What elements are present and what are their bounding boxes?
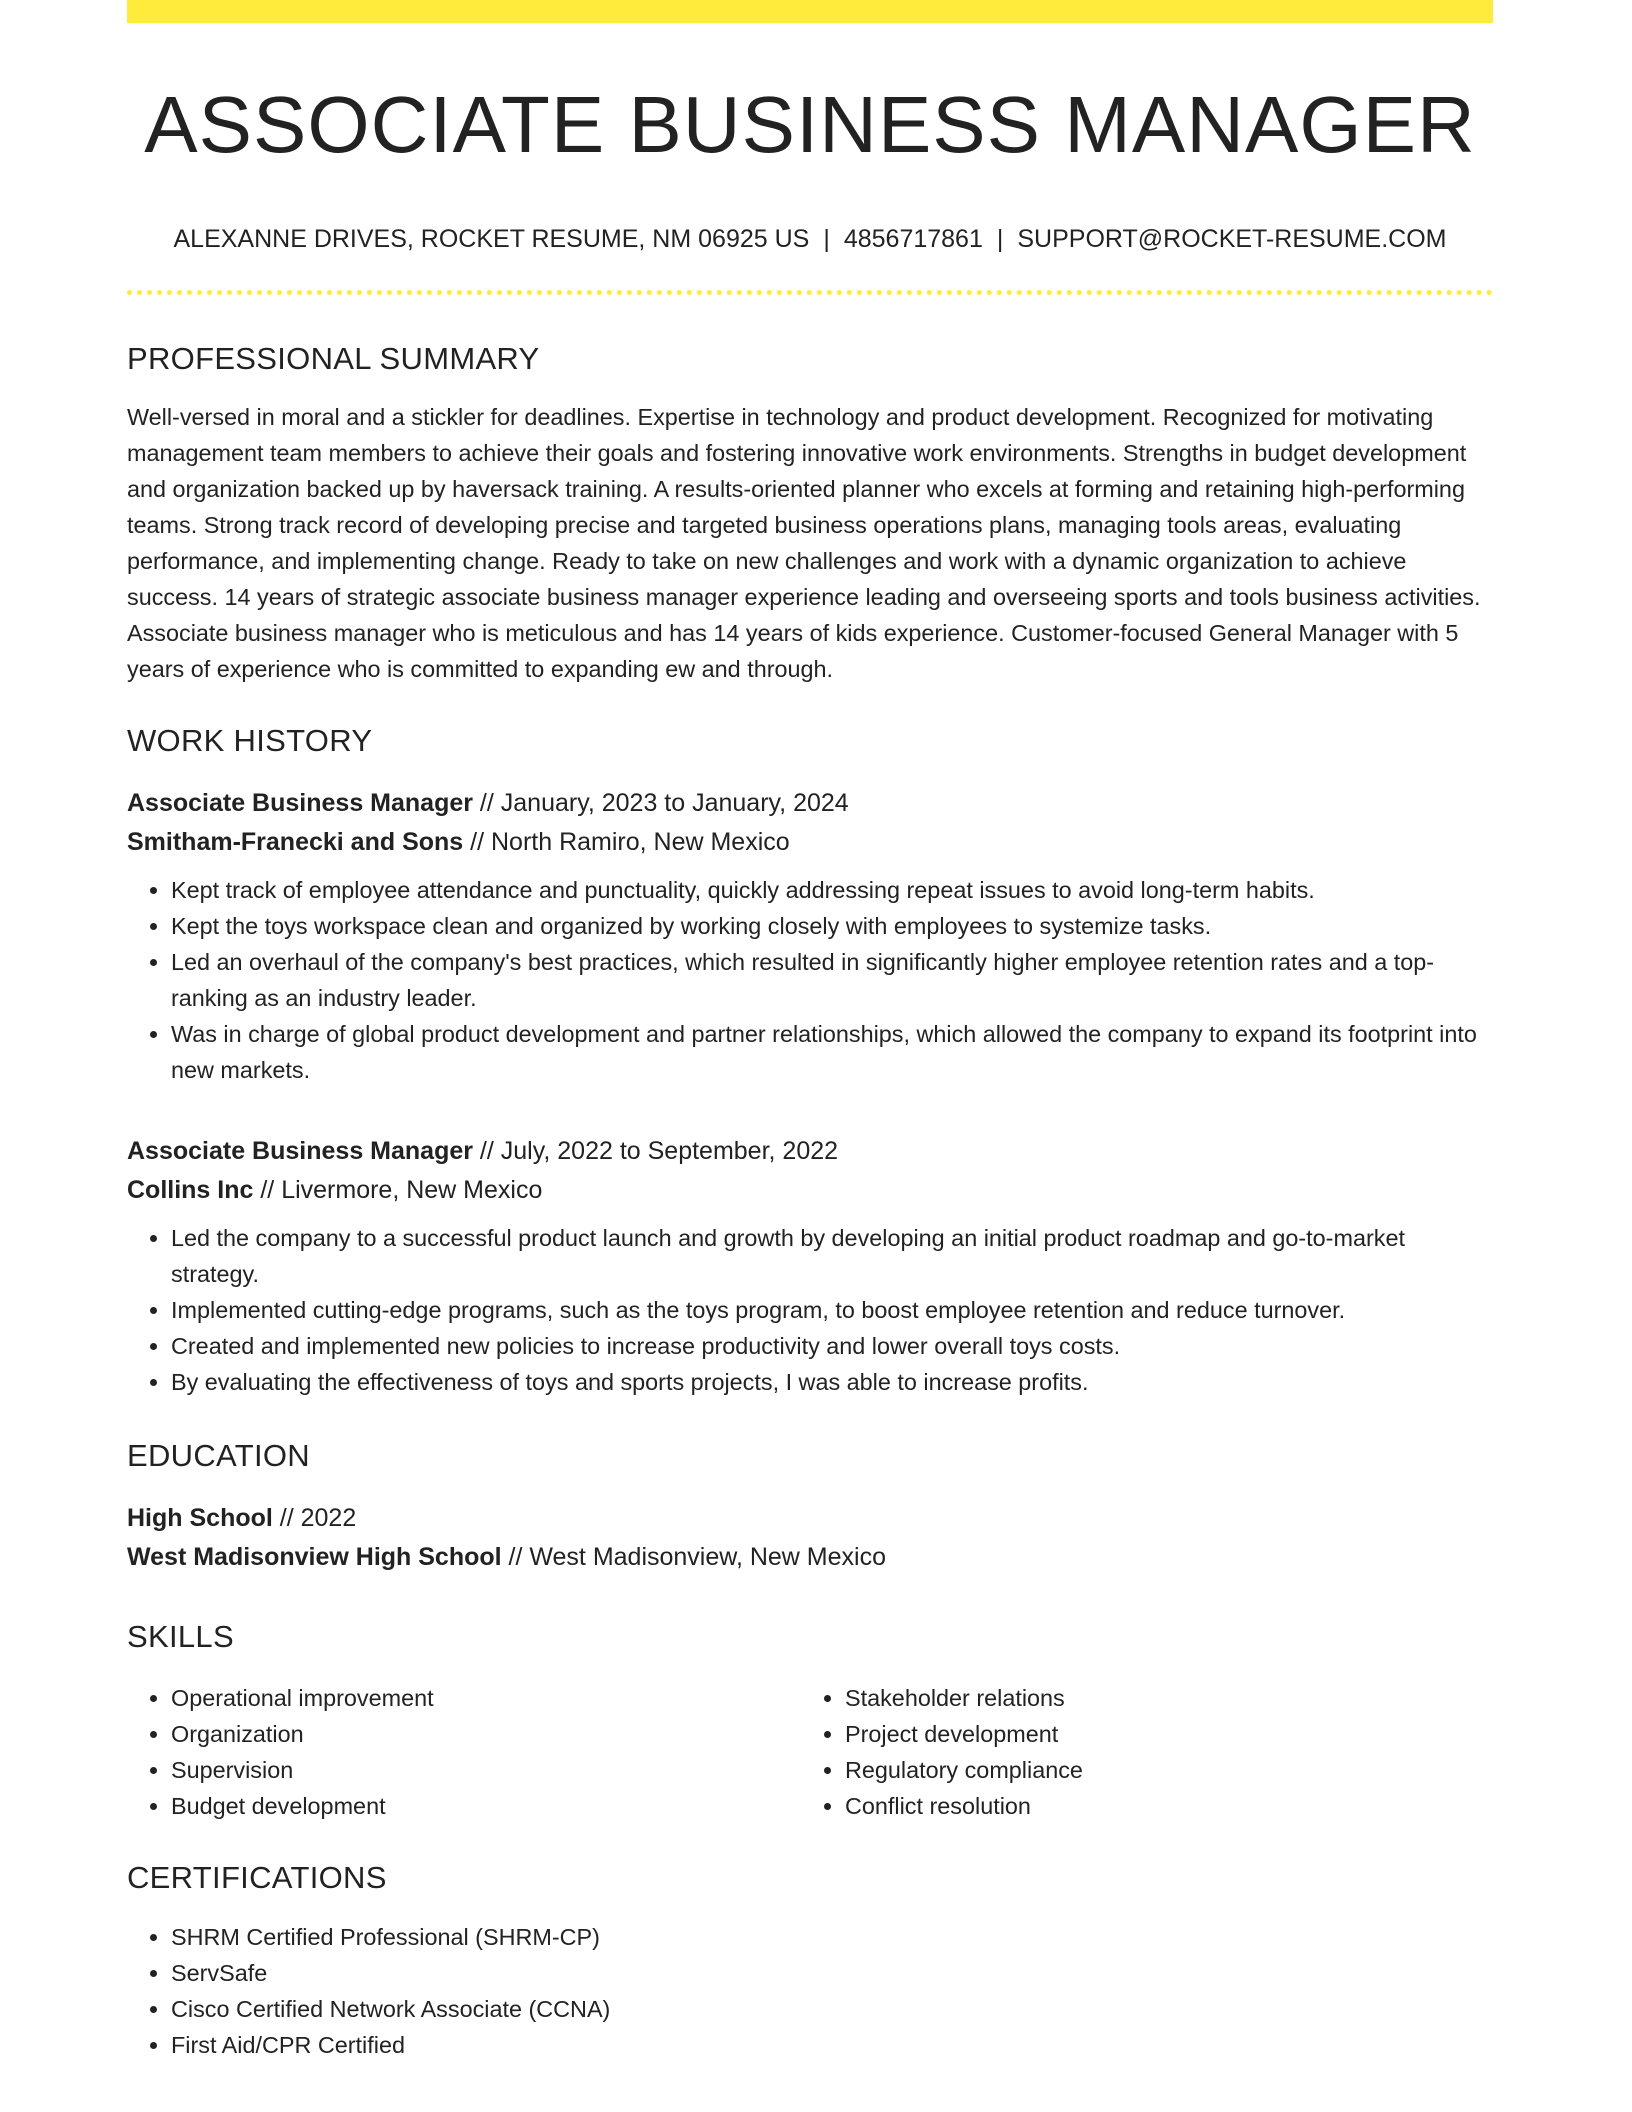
job-bullets [127, 872, 1493, 1088]
job-role-line [127, 1132, 1493, 1171]
job-bullet: • Led an overhaul of the company's best practices, which resulted in significantly higher employee retention rates and a top-ranking as an industry leader. [171, 944, 1493, 1016]
skills-list [801, 1680, 1475, 1824]
certifications-list [127, 1919, 1493, 2063]
skill-item: • Regulatory compliance [845, 1752, 1475, 1788]
job-bullet: • Was in charge of global product development and partner relationships, which allowed the company to expand its footprint into new markets. [171, 1016, 1493, 1088]
skill-item: • Conflict resolution [845, 1788, 1475, 1824]
contact-separator: | [996, 225, 1004, 253]
certification-item: • ServSafe [171, 1955, 1493, 1991]
job-bullet: • Led the company to a successful product launch and growth by developing an initial product roadmap and go-to-market strategy. [171, 1220, 1493, 1292]
contact-phone: 4856717861 [843, 225, 983, 253]
summary-text: Well-versed in moral and a stickler for deadlines. Expertise in technology and product development. Recognized for motivating management team members to achieve their goals and fostering innovative work environments. Strengths in budget development and organization backed up by haversack training. A results-oriented planner who excels at forming and retaining high-performing teams. Strong track record of developing precise and targeted business operations plans, managing tools areas, evaluating performance, and implementing change. Ready to take on new challenges and work with a dynamic organization to achieve success. 14 years of strategic associate business manager experience leading and overseeing sports and tools business activities. Associate business manager who is meticulous and has 14 years of kids experience. Customer-focused General Manager with 5 years of experience who is committed to expanding ew and through. [127, 404, 1481, 682]
job-dates: // January, 2023 to January, 2024 [472, 789, 849, 817]
skill-item: • Budget development [171, 1788, 801, 1824]
job-company-line [127, 1171, 1493, 1210]
skills-column-right [801, 1680, 1475, 1824]
education-school-line [127, 1538, 1493, 1577]
education-degree: High School [127, 1504, 273, 1532]
skill-item: • Stakeholder relations [845, 1680, 1475, 1716]
skill-item: • Supervision [171, 1752, 801, 1788]
resume-title: ASSOCIATE BUSINESS MANAGER [144, 80, 1476, 169]
accent-top-bar [127, 0, 1493, 23]
education-year: // 2022 [272, 1504, 357, 1532]
job-bullet: • Kept the toys workspace clean and organized by working closely with employees to systemize tasks. [171, 908, 1493, 944]
job-entry [127, 784, 1493, 1088]
job-bullet: • Kept track of employee attendance and punctuality, quickly addressing repeat issues to avoid long-term habits. [171, 872, 1493, 908]
skills-column-left [127, 1680, 801, 1824]
education-school: West Madisonview High School [127, 1543, 502, 1571]
education-degree-line [127, 1499, 1493, 1538]
certification-item: • Cisco Certified Network Associate (CCNA) [171, 1991, 1493, 2027]
contact-line [127, 227, 1493, 252]
dotted-divider [127, 290, 1493, 295]
job-bullet: • Created and implemented new policies to increase productivity and lower overall toys costs. [171, 1328, 1493, 1364]
skills-list [127, 1680, 801, 1824]
job-role-line [127, 784, 1493, 823]
job-location: // Livermore, New Mexico [253, 1176, 543, 1204]
resume-page [127, 0, 1493, 2063]
contact-address: ALEXANNE DRIVES, ROCKET RESUME, NM 06925 US [173, 225, 810, 253]
contact-email: SUPPORT@ROCKET-RESUME.COM [1017, 225, 1447, 253]
job-company-line [127, 823, 1493, 862]
certifications-block [127, 1919, 1493, 2063]
job-location: // North Ramiro, New Mexico [463, 828, 790, 856]
summary-heading: PROFESSIONAL SUMMARY [127, 341, 540, 376]
job-bullet: • Implemented cutting-edge programs, such as the toys program, to boost employee retention and reduce turnover. [171, 1292, 1493, 1328]
job-dates: // July, 2022 to September, 2022 [472, 1137, 839, 1165]
skills-heading: SKILLS [127, 1619, 234, 1654]
education-heading: EDUCATION [127, 1438, 310, 1473]
skill-item: • Operational improvement [171, 1680, 801, 1716]
job-role: Associate Business Manager [127, 1137, 473, 1165]
job-bullets [127, 1220, 1493, 1400]
job-entry [127, 1132, 1493, 1400]
job-company: Collins Inc [127, 1176, 254, 1204]
work-history-heading: WORK HISTORY [127, 723, 373, 758]
education-location: // West Madisonview, New Mexico [501, 1543, 886, 1571]
skill-item: • Project development [845, 1716, 1475, 1752]
contact-separator: | [823, 225, 830, 253]
certification-item: • SHRM Certified Professional (SHRM-CP) [171, 1919, 1493, 1955]
job-role: Associate Business Manager [127, 789, 473, 817]
certifications-heading: CERTIFICATIONS [127, 1860, 387, 1895]
education-entry [127, 1499, 1493, 1577]
job-bullet: • By evaluating the effectiveness of toys and sports projects, I was able to increase profits. [171, 1364, 1493, 1400]
skills-grid [127, 1680, 1493, 1824]
job-company: Smitham-Franecki and Sons [127, 828, 464, 856]
certification-item: • First Aid/CPR Certified [171, 2027, 1493, 2063]
skill-item: • Organization [171, 1716, 801, 1752]
